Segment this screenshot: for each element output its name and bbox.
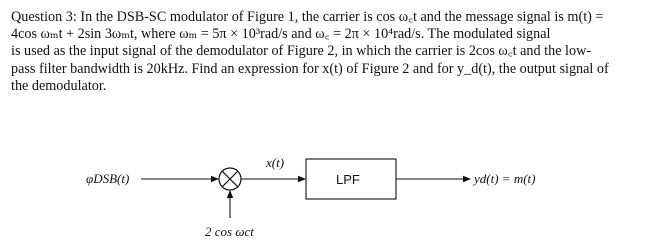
input-signal-label [86, 171, 129, 187]
question-text [11, 9, 643, 95]
question-line-2: 4cos ωₘt + 2sin 3ωₘt, where ωₘ = 5π × 10³rad/s and ω꜀ = 2π × 10⁴rad/s. The modulated signal [11, 26, 551, 43]
multiplier-symbol [219, 168, 241, 190]
output-signal-text: yd(t) = m(t) [474, 171, 536, 186]
lpf-text: LPF [336, 172, 360, 187]
carrier-label [205, 224, 254, 240]
question-line-1: Question 3: In the DSB-SC modulator of Figure 1, the carrier is cos ω꜀t and the message signal is m(t) = [11, 9, 604, 25]
carrier-text: 2 cos ωct [205, 224, 254, 239]
mixer-output-label [266, 155, 284, 171]
lpf-label [336, 172, 360, 187]
question-line-4: pass filter bandwidth is 20kHz. Find an expression for x(t) of Figure 2 and for y_d(t), the output signal of [11, 60, 609, 77]
input-signal-text: φDSB(t) [86, 171, 130, 186]
question-line-3: is used as the input signal of the demodulator of Figure 2, in which the carrier is 2cos ω꜀t and the low- [11, 43, 592, 60]
output-signal-label [474, 171, 535, 187]
mixer-output-text: x(t) [266, 155, 285, 170]
question-line-5: the demodulator. [11, 77, 107, 94]
